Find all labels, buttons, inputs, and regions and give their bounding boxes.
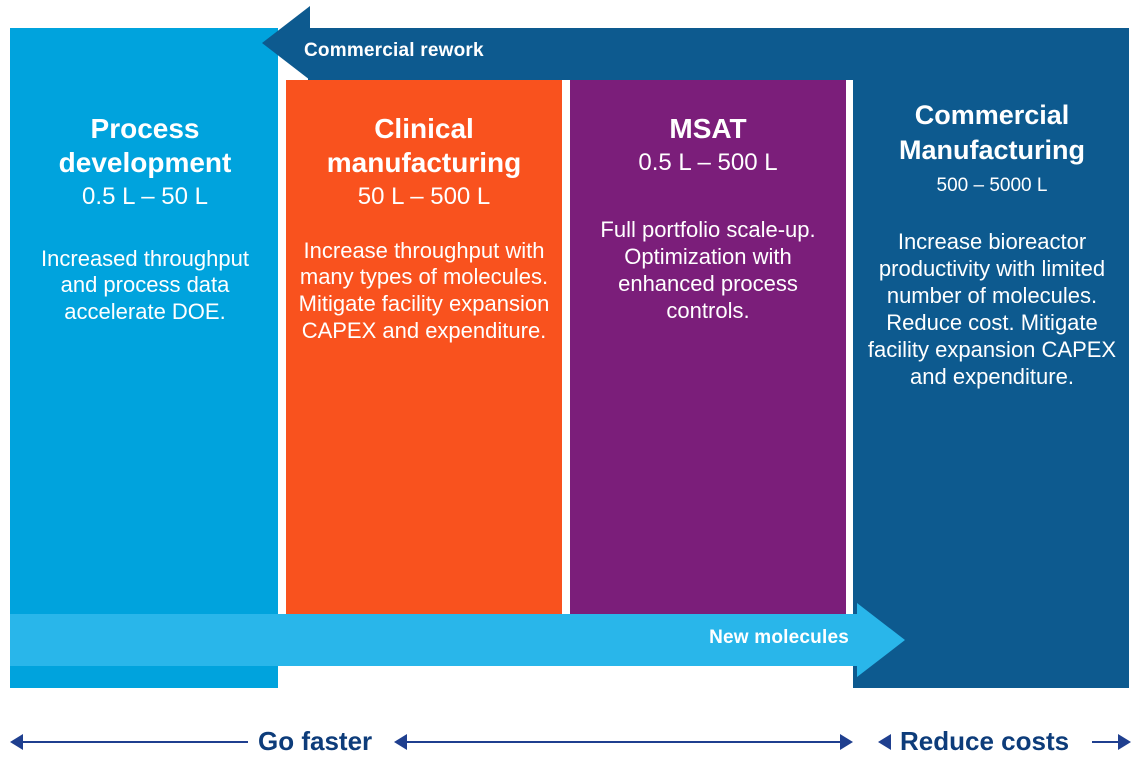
axis-arrow-reduce-left-icon <box>878 734 891 750</box>
commercial-rework-arrow <box>262 6 1129 80</box>
footer-axis <box>0 700 1134 758</box>
new-molecules-label: New molecules <box>709 627 849 648</box>
column-body: Full portfolio scale-up. Optimization with enhanced process controls. <box>600 217 816 323</box>
column-range: 0.5 L – 50 L <box>82 183 208 211</box>
axis-line-left <box>22 741 248 743</box>
column-title: MSAT <box>669 113 747 144</box>
commercial-rework-label: Commercial rework <box>304 40 484 61</box>
arrow-head-left-icon <box>262 6 310 80</box>
column-commercial-manufacturing <box>861 98 1123 390</box>
axis-arrow-right-icon <box>1118 734 1131 750</box>
column-process-development <box>20 112 270 326</box>
axis-line-middle <box>402 741 840 743</box>
column-body: Increased throughput and process data accelerate DOE. <box>41 245 249 325</box>
arrow-head-right-icon <box>857 603 905 677</box>
column-title: Process development <box>58 113 232 179</box>
column-body: Increase bioreactor productivity with limited number of molecules. Reduce cost. Mitigate facility expansion CAPEX and expenditure. <box>867 229 1117 389</box>
new-molecules-arrow <box>10 614 905 688</box>
axis-arrow-mid-right-icon <box>840 734 853 750</box>
go-faster-label: Go faster <box>258 726 373 756</box>
column-range: 50 L – 500 L <box>357 183 491 211</box>
reduce-costs-label: Reduce costs <box>900 726 1070 756</box>
column-body: Increase throughput with many types of molecules. Mitigate facility expansion CAPEX and expenditure. <box>298 237 550 344</box>
column-title: Commercial Manufacturing <box>899 100 1085 166</box>
column-range: 500 – 5000 L <box>936 175 1048 197</box>
axis-line-right <box>1092 741 1118 743</box>
column-title: Clinical manufacturing <box>326 113 522 179</box>
column-clinical-manufacturing <box>294 112 554 345</box>
column-msat <box>578 112 838 325</box>
column-range: 0.5 L – 500 L <box>638 149 778 177</box>
